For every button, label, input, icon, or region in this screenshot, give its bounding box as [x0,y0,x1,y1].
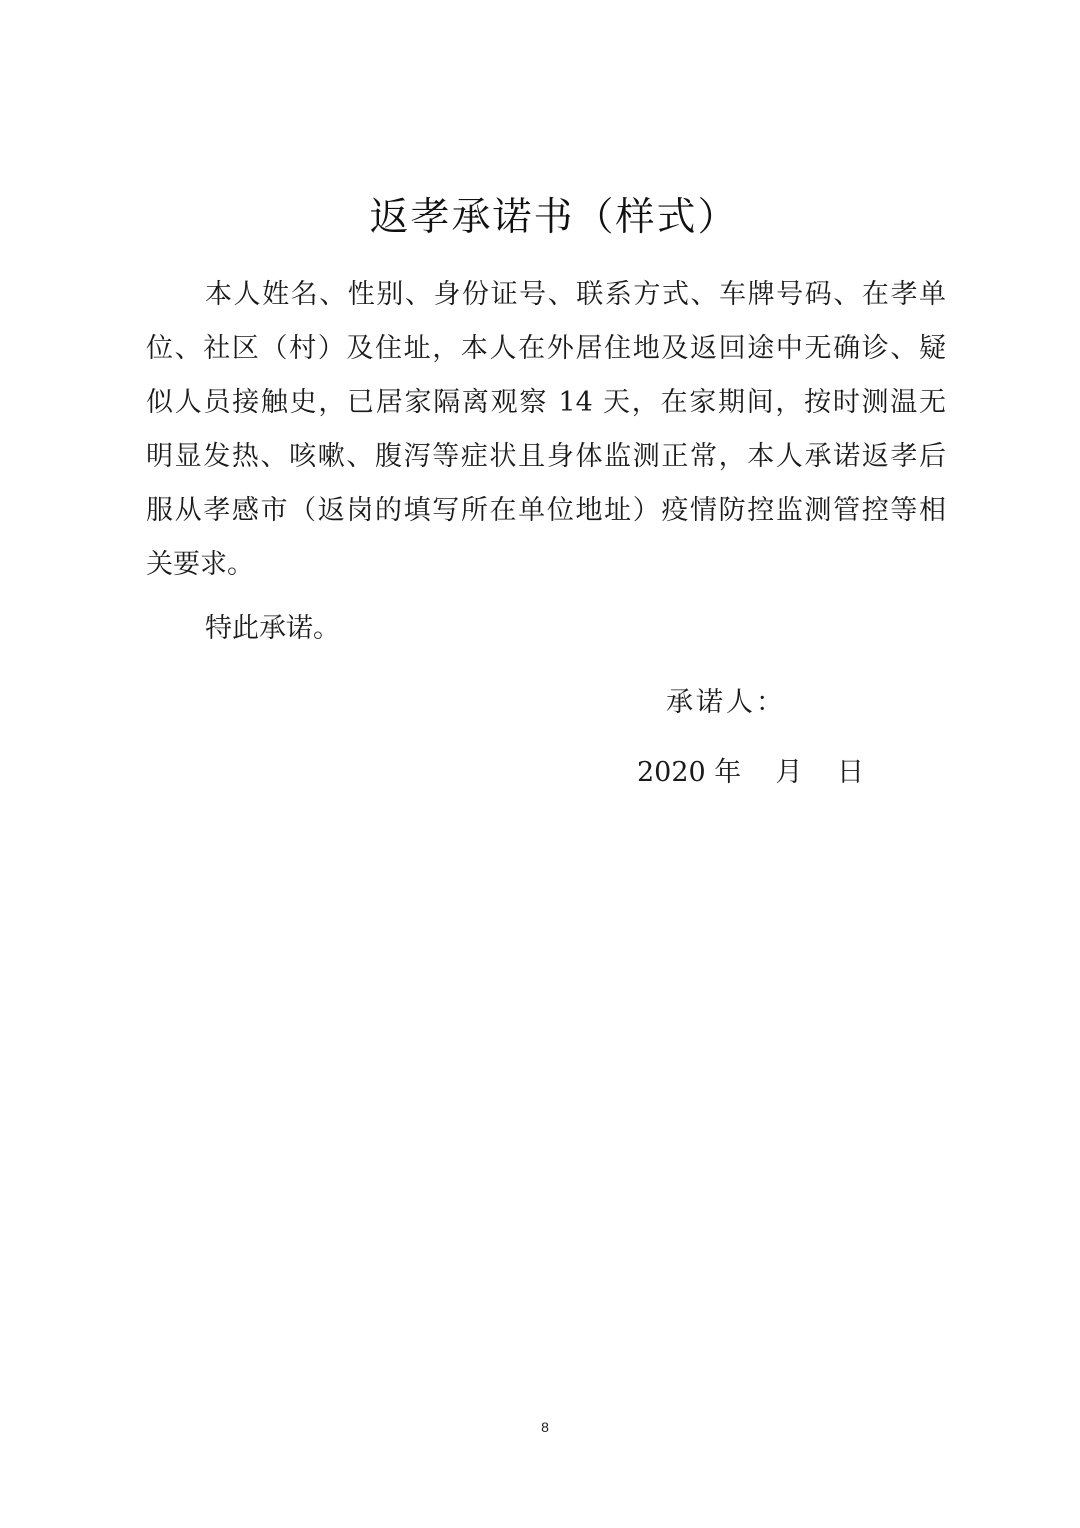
closing-statement: 特此承诺。 [205,613,340,644]
body-line-4: 明显发热、咳嗽、腹泻等症状且身体监测正常，本人承诺返孝后 [146,441,946,472]
date-line: 2020 年 月 日 [637,757,864,788]
document-title: 返孝承诺书（样式） [369,195,739,240]
body-line-2: 位、社区（村）及住址，本人在外居住地及返回途中无确诊、疑 [146,333,946,364]
body-line-6: 关要求。 [146,549,254,580]
body-line-1: 本人姓名、性别、身份证号、联系方式、车牌号码、在孝单 [205,279,946,310]
signer-label: 承诺人： [666,687,786,718]
body-line-3: 似人员接触史，已居家隔离观察 14 天，在家期间，按时测温无 [146,387,946,418]
page-number: 8 [541,1419,549,1435]
body-line-5: 服从孝感市（返岗的填写所在单位地址）疫情防控监测管控等相 [146,495,946,526]
